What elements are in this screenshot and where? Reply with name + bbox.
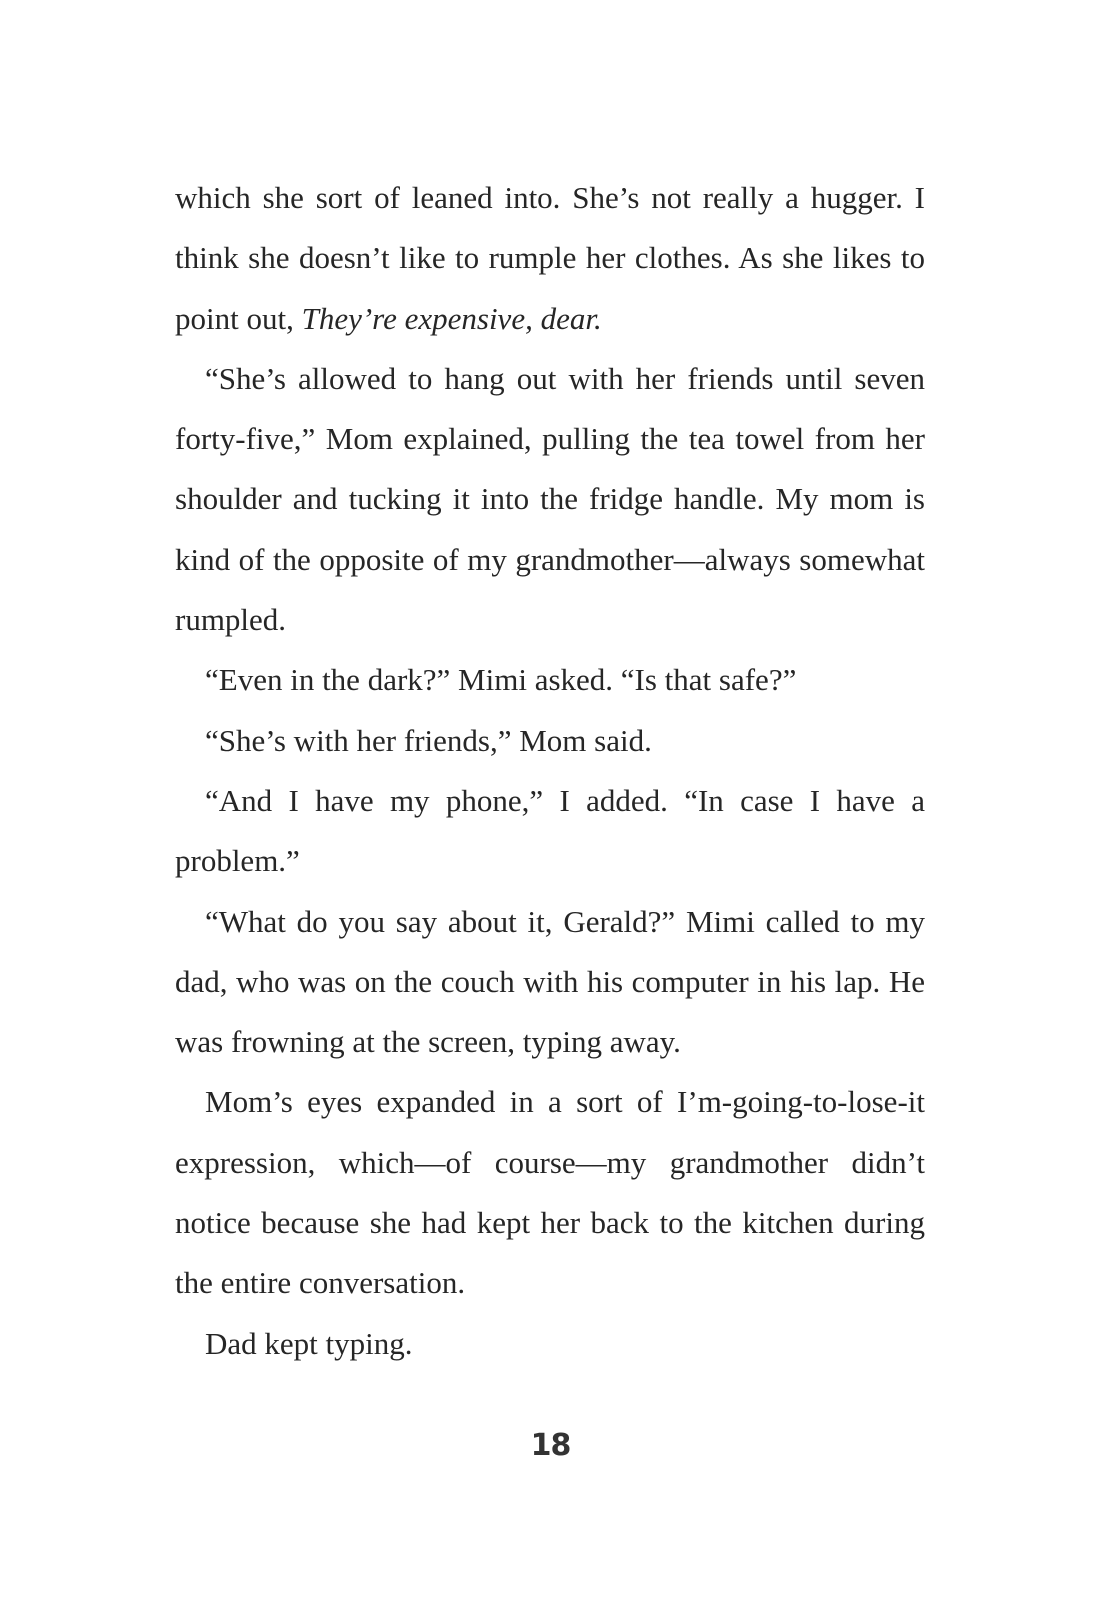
paragraph-5: “And I have my phone,” I added. “In case I have a problem.” [175,782,925,879]
page-number: 18 [530,1428,571,1463]
body-text [175,168,925,1374]
paragraph-2: “She’s allowed to hang out with her friends until seven forty-five,” Mom explained, pulling the tea towel from her shoulder and tucking it into the fridge handle. My mom is kind of the opposite of my grandmother—always somewhat rumpled. [175,360,925,638]
paragraph-4: “She’s with her friends,” Mom said. [205,722,652,758]
paragraph-6: “What do you say about it, Gerald?” Mimi called to my dad, who was on the couch with his computer in his lap. He was frowning at the screen, typing away. [175,903,925,1060]
paragraph-8: Dad kept typing. [205,1325,413,1361]
italic-quote: They’re expensive, dear. [301,300,602,336]
paragraph-1 [175,168,925,349]
paragraph-3: “Even in the dark?” Mimi asked. “Is that safe?” [205,662,797,698]
paragraph-1-text: which she sort of leaned into. She’s not really a hugger. I think she doesn’t like to rumple her clothes. As she likes to point out, [175,180,925,336]
paragraph-7: Mom’s eyes expanded in a sort of I’m-going-to-lose-it expression, which—of course—my grandmother didn’t notice because she had kept her back to the kitchen during the entire conversation. [175,1084,925,1301]
